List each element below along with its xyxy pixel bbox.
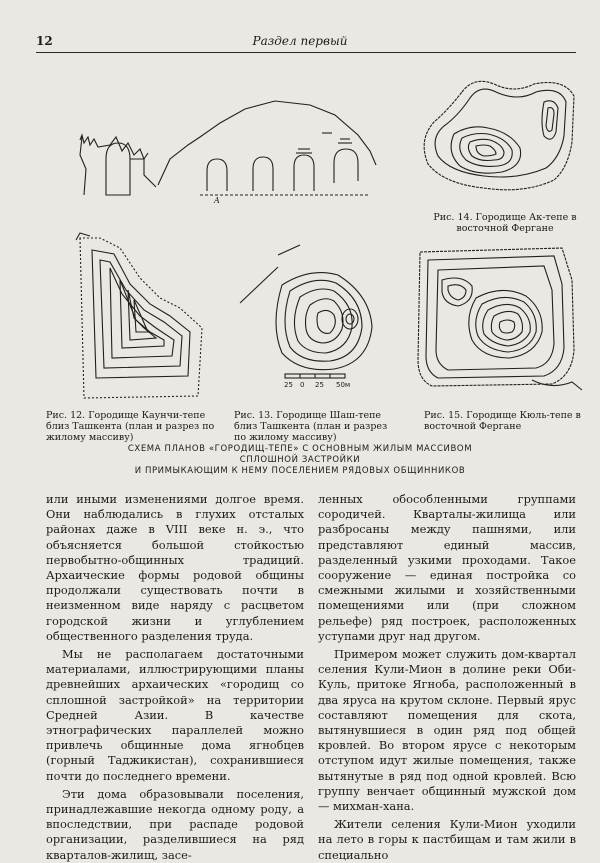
fig14-caption-number: Рис. 14. xyxy=(433,212,473,223)
fig12-caption-number: Рис. 12. xyxy=(46,410,86,421)
scheme-caption-line2: И ПРИМЫКАЮЩИМ К НЕМУ ПОСЕЛЕНИЕМ РЯДОВЫХ ОБЩИННИКОВ xyxy=(134,466,466,476)
fig15-caption-number: Рис. 15. xyxy=(424,410,464,421)
fig12-caption-text: Городище Каунчи-тепе близ Ташкента (план и разрез по жилому массиву) xyxy=(46,410,215,443)
fig13-caption-text: Городище Шаш-тепе близ Ташкента (план и разрез по жилому массиву) xyxy=(234,410,388,443)
scheme-caption xyxy=(110,444,490,477)
fig13-plan-drawing xyxy=(230,245,390,380)
fig12-letter-label: A xyxy=(214,196,220,205)
right-paragraph-2: Примером может служить дом-квартал селения Кули-Мион в долине реки Оби-Куль, притоке Ягноба, расположенный в два яруса на крутом склоне. Первый ярус составляют помещения для скота, вытянувшиеся в один ряд под общей кровлей. Во втором ярусе с некоторым отступом идут жилые помещения, также вытянутые в ряд под одной кровлей. Всю группу венчает общинный мужской дом — михман-хана. xyxy=(318,647,576,814)
fig15-caption-text: Городище Кюль-тепе в восточной Фергане xyxy=(424,410,581,432)
fig12-section-drawing xyxy=(70,95,380,205)
fig13-scale-label-2: 0 xyxy=(300,381,305,389)
fig12-plan-drawing xyxy=(70,228,210,406)
fig12-caption xyxy=(46,410,218,443)
left-paragraph-3: Эти дома образовывали поселения, принадлежавшие некогда одному роду, а впоследствии, при распаде родовой организации, разделившиеся на ряд кварталов-жилищ, засе- xyxy=(46,786,304,862)
fig14-plan-drawing xyxy=(414,72,584,197)
body-column-right xyxy=(318,492,576,863)
fig13-scale-label-3: 25 xyxy=(315,381,324,389)
fig14-caption xyxy=(426,212,584,234)
scheme-caption-line1: СХЕМА ПЛАНОВ «ГОРОДИЩ-ТЕПЕ» С ОСНОВНЫМ ЖИЛЫМ МАССИВОМ СПЛОШНОЙ ЗАСТРОЙКИ xyxy=(127,444,473,465)
fig13-scale-bar xyxy=(283,372,353,380)
fig13-scale-label-4: 50м xyxy=(336,381,351,389)
fig15-plan-drawing xyxy=(412,240,587,395)
fig14-caption-text: Городище Ак-тепе в восточной Фергане xyxy=(456,212,577,234)
fig13-scale-label-1: 25 xyxy=(284,381,293,389)
page-number: 12 xyxy=(36,34,53,48)
right-paragraph-1: ленных обособленными группами сородичей. Кварталы-жилища или разбросаны между пашнями, или представляют единый массив, разделенный узкими проходами. Такое сооружение — единая постройка со смежными жилыми и хозяйственными помещениями или (при сложном рельефе) ряд построек, расположенных уступами друг над другом. xyxy=(318,492,576,643)
left-paragraph-1: или иными изменениями долгое время. Они наблюдались в глухих отсталых районах даже в VIII веке н. э., что объясняется большой стойкостью первобытно-общинных традиций. Архаические формы родовой общины продолжали существовать почти в неизменном виде наряду с расцветом городской жизни и углублением общественного разделения труда. xyxy=(46,492,304,643)
left-paragraph-2: Мы не располагаем достаточными материалами, иллюстрирующими планы древнейших архаических «городищ со сплошной застройкой» на территории Средней Азии. В качестве этнографических параллелей можно привлечь общинные дома ягнобцев (горный Таджикистан), сохранившиеся почти до последнего времени. xyxy=(46,647,304,783)
fig13-caption xyxy=(234,410,402,443)
right-paragraph-3: Жители селения Кули-Мион уходили на лето в горы к пастбищам и там жили в специально xyxy=(318,817,576,862)
header-rule xyxy=(36,52,576,53)
running-header: Раздел первый xyxy=(252,34,348,48)
fig15-caption xyxy=(424,410,584,432)
fig13-caption-number: Рис. 13. xyxy=(234,410,274,421)
body-column-left xyxy=(46,492,304,863)
